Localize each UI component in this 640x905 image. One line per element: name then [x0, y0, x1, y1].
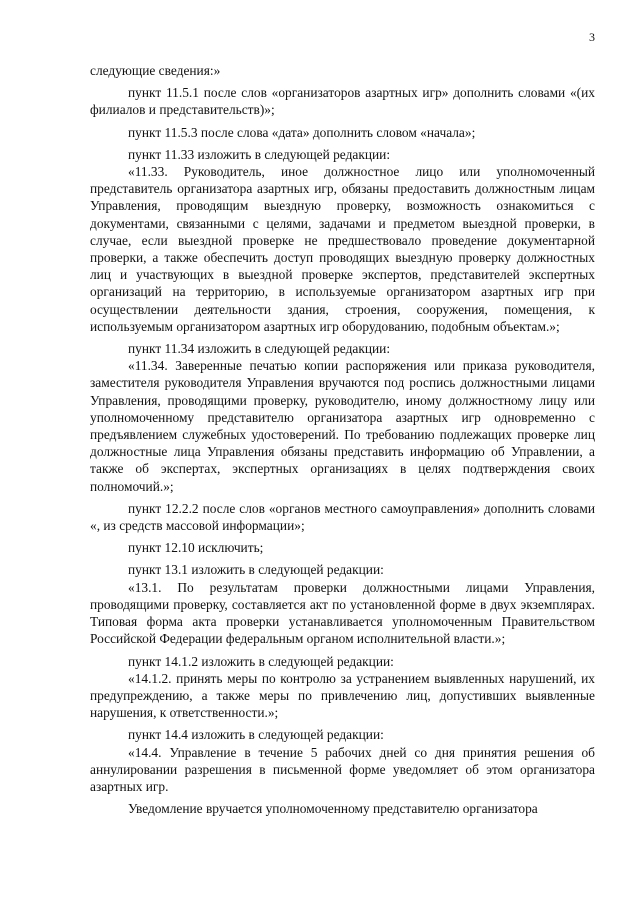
paragraph-item-11-5-1: пункт 11.5.1 после слов «организаторов азартных игр» дополнить словами «(их филиалов и представительств)»;	[90, 85, 595, 118]
paragraph-item-11-33-header: пункт 11.33 изложить в следующей редакции:	[128, 146, 391, 162]
paragraph-item-12-2-2: пункт 12.2.2 после слов «органов местного самоуправления» дополнить словами «, из средств массовой информации»;	[90, 500, 595, 534]
paragraph-item-14-4-header: пункт 14.4 изложить в следующей редакции:	[128, 727, 384, 743]
page-number: 3	[589, 30, 595, 44]
paragraph-item-11-5-3: пункт 11.5.3 после слова «дата» дополнить словом «начала»;	[128, 124, 476, 140]
paragraph-intro: следующие сведения:»	[90, 63, 221, 78]
document-body	[90, 62, 595, 817]
paragraph-item-13-1-text: «13.1. По результатам проверки должностными лицами Управления, проводящими проверку, составляется акт по установленной форме в двух экземплярах. Типовая форма акта проверки устанавливается уполномоченным Правительством Российской Федерации федеральным органом исполнительной власти.»;	[90, 579, 595, 647]
paragraph-item-14-1-2-header: пункт 14.1.2 изложить в следующей редакции:	[128, 653, 394, 669]
paragraph-notification: Уведомление вручается уполномоченному представителю организатора	[128, 801, 538, 817]
paragraph-item-14-4-text: «14.4. Управление в течение 5 рабочих дней со дня принятия решения об аннулировании разрешения в письменной форме уведомляет об этом организатора азартных игр.	[90, 744, 595, 794]
paragraph-item-12-10: пункт 12.10 исключить;	[128, 540, 264, 556]
paragraph-item-14-1-2-text: «14.1.2. принять меры по контролю за устранением выявленных нарушений, их предупреждению, а также меры по привлечению лиц, допустивших выявленные нарушения, к ответственности.»;	[90, 670, 595, 721]
paragraph-item-11-33-text: «11.33. Руководитель, иное должностное лицо или уполномоченный представитель организатора азартных игр, обязаны предоставить должностным лицам Управления, проводящим выездную проверку, возможность ознакомиться с документами, связанными с целями, задачами и предметом выездной проверки, в случае, если выездной проверке не предшествовало проведение документарной проверки, а также обеспечить доступ проводящих выездную проверку должностных лиц и участвующих в выездной проверке экспертов, представителей экспертных организаций на территорию, в используемые организатором азартных игр при осуществлении деятельности здания, строения, сооружения, помещения, к используемым организатором азартных игр оборудованию, подобным объектам.»;	[90, 164, 595, 334]
paragraph-item-11-34-header: пункт 11.34 изложить в следующей редакции:	[128, 341, 391, 357]
paragraph-item-11-34-text: «11.34. Заверенные печатью копии распоряжения или приказа руководителя, заместителя руководителя Управления вручаются под роспись должностными лицами Управления, проводящими проверку, руководителю, иному должностному лицу или уполномоченному представителю организатора азартных игр одновременно с предъявлением служебных удостоверений. По требованию подлежащих проверке лиц должностные лица Управления обязаны представить информацию об Управлении, а также об экспертах, экспертных организациях в целях подтверждения своих полномочий.»;	[90, 358, 595, 494]
paragraph-item-13-1-header: пункт 13.1 изложить в следующей редакции:	[128, 562, 384, 578]
